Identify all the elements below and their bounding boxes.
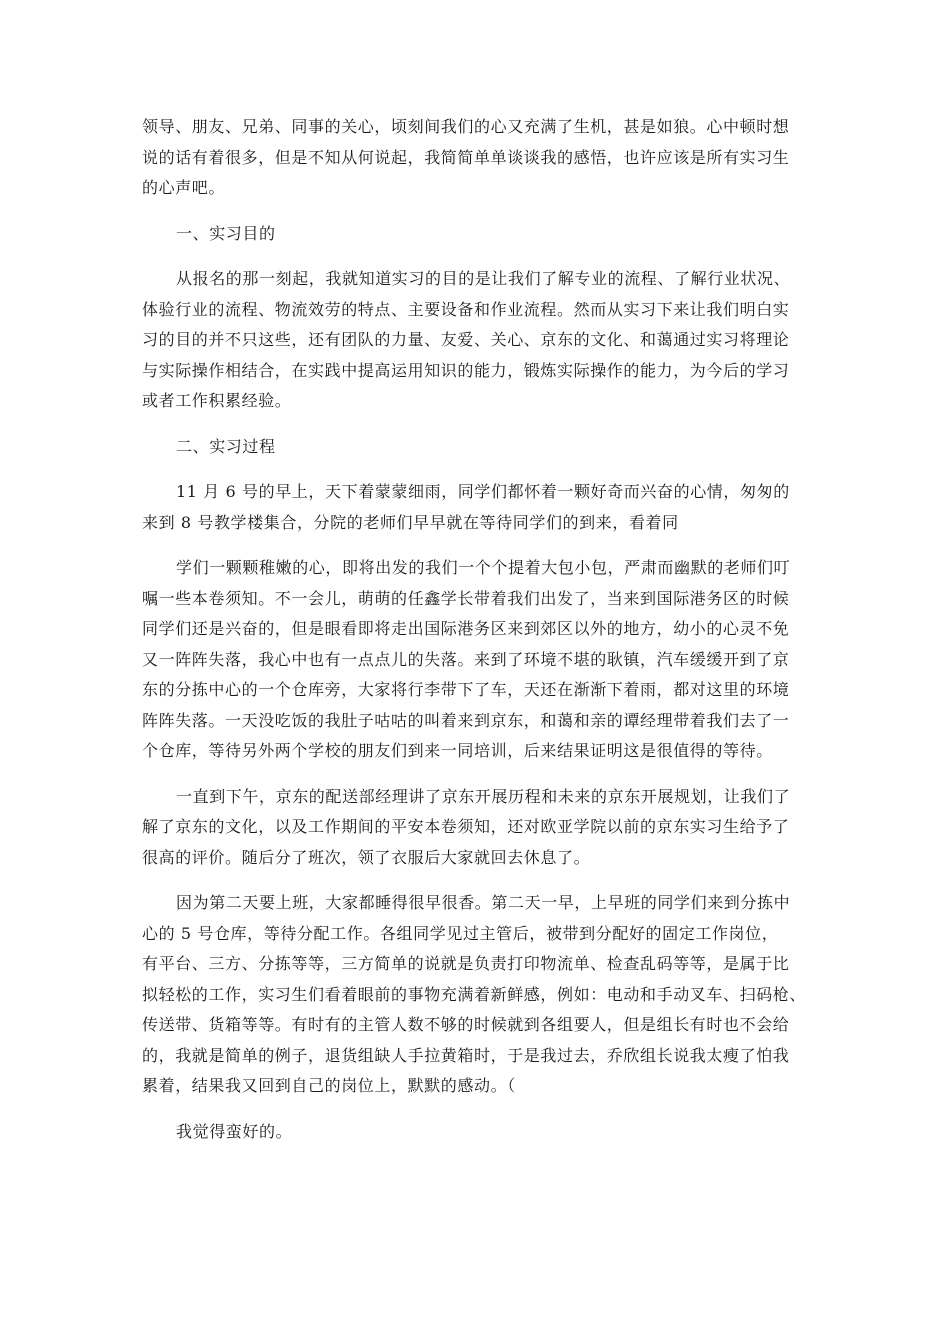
closing-paragraph: 我觉得蛮好的。 [176,1121,293,1141]
text-line: 东的分拣中心的一个仓库旁，大家将行李带下了车，天还在渐渐下着雨，都对这里的环境 [142,680,790,699]
process-paragraph-4 [142,888,810,1102]
purpose-paragraph [142,264,810,417]
text-line: 的，我就是简单的例子，退货组缺人手拉黄箱时，于是我过去，乔欣组长说我太瘦了怕我 [142,1045,790,1065]
text-line: 因为第二天要上班，大家都睡得很早很香。第二天一早，上早班的同学们来到分拣中 [176,893,791,912]
text-line: 个仓库，等待另外两个学校的朋友们到来一同培训，后来结果证明这是很值得的等待。 [142,741,773,760]
section-heading-purpose: 一、实习目的 [176,223,276,243]
text-line: 体验行业的流程、物流效劳的特点、主要设备和作业流程。然而从实习下来让我们明白实 [142,299,790,319]
process-paragraph-2 [142,553,810,767]
process-paragraph-1 [142,477,810,538]
text-line: 一直到下午，京东的配送部经理讲了京东开展历程和未来的京东开展规划，让我们了 [176,786,791,806]
text-line: 很高的评价。随后分了班次，领了衣服后大家就回去休息了。 [142,847,591,867]
text-line: 有平台、三方、分拣等等，三方简单的说就是负责打印物流单、检查乱码等等，是属于比 [142,954,790,973]
text-line: 同学们还是兴奋的，但是眼看即将走出国际港务区来到郊区以外的地方，幼小的心灵不免 [142,619,790,638]
document-body [142,112,810,1147]
text-line: 累着，结果我又回到自己的岗位上，默默的感动。（ [142,1076,516,1095]
text-line: 嘱一些本卷须知。不一会儿，萌萌的任鑫学长带着我们出发了，当来到国际港务区的时候 [142,588,790,608]
text-line: 解了京东的文化，以及工作期间的平安本卷须知，还对欧亚学院以前的京东实习生给予了 [142,817,790,836]
text-line: 或者工作积累经验。 [142,391,292,410]
text-line: 从报名的那一刻起，我就知道实习的目的是让我们了解专业的流程、了解行业状况、 [176,269,791,288]
process-paragraph-3 [142,782,810,874]
text-line: 的心声吧。 [142,178,226,197]
text-line: 11 月 6 号的早上，天下着蒙蒙细雨，同学们都怀着一颗好奇而兴奋的心情，匆匆的 [176,482,790,501]
text-line: 拟轻松的工作，实习生们看着眼前的事物充满着新鲜感，例如：电动和手动叉车、扫码枪、 [142,984,807,1004]
text-line: 传送带、货箱等等。有时有的主管人数不够的时候就到各组要人，但是组长有时也不会给 [142,1015,790,1034]
text-line: 又一阵阵失落，我心中也有一点点儿的失落。来到了环境不堪的耿镇，汽车缓缓开到了京 [142,649,790,669]
text-line: 阵阵失落。一天没吃饭的我肚子咕咕的叫着来到京东，和蔼和亲的谭经理带着我们去了一 [142,710,790,730]
section-heading-process: 二、实习过程 [176,436,276,456]
text-line: 心的 5 号仓库，等待分配工作。各组同学见过主管后，被带到分配好的固定工作岗位， [142,923,779,943]
text-line: 说的话有着很多，但是不知从何说起，我简简单单谈谈我的感悟，也许应该是所有实习生 [142,147,790,167]
text-line: 领导、朋友、兄弟、同事的关心，顷刻间我们的心又充满了生机，甚是如狼。心中顿时想 [142,117,790,136]
text-line: 习的目的并不只这些，还有团队的力量、友爱、关心、京东的文化、和蔼通过实习将理论 [142,330,790,349]
text-line: 来到 8 号教学楼集合，分院的老师们早早就在等待同学们的到来，看着同 [142,512,679,532]
intro-paragraph [142,112,810,204]
text-line: 学们一颗颗稚嫩的心，即将出发的我们一个个提着大包小包，严肃而幽默的老师们叮 [176,558,791,577]
text-line: 与实际操作相结合，在实践中提高运用知识的能力，锻炼实际操作的能力，为今后的学习 [142,360,790,380]
